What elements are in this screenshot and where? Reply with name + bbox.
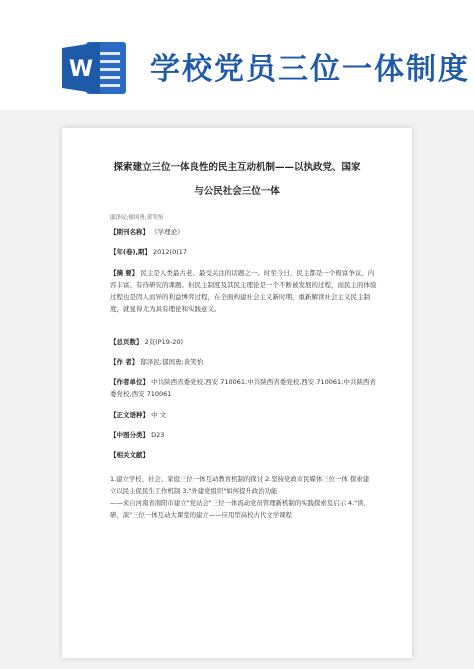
pages-value: 2页(P19-20) (144, 338, 184, 346)
word-app-icon (62, 40, 128, 96)
classification-field (110, 429, 378, 441)
unit-field (110, 376, 378, 400)
document-title (82, 156, 392, 204)
reference-item: ——来自河南省南阳市建立"党站会"三位一体流动党员管理新机制的实践探索及启示 4."读、研、演"三位一体互动大课堂的建立——应用型高校古代文学课程 (110, 499, 370, 519)
classification-label: 【中图分类】 (110, 431, 149, 439)
author-field (110, 356, 378, 368)
language-label: 【正文语种】 (110, 411, 149, 419)
refs-label: 【相关文献】 (110, 451, 149, 459)
language-value: 中 文 (151, 411, 167, 419)
pages-label: 【总页数】 (110, 338, 143, 346)
author-label: 【作 者】 (110, 358, 139, 366)
issue-value: 2012(0)17 (153, 248, 188, 256)
refs-heading (110, 449, 378, 461)
title-line-1: 探索建立三位一体良性的民主互动机制——以执政党、国家 (113, 162, 361, 173)
unit-label: 【作者单位】 (110, 378, 149, 386)
classification-value: D23 (151, 431, 165, 439)
title-line-2: 与公民社会三位一体 (194, 186, 280, 197)
unit-value: 中共陕西省委党校,西安 710061;中共陕西省委党校,西安 710061;中共陕西省委党校,西安 710061 (110, 378, 376, 398)
authors-line: 邸泽民;郁国勇;黄笑怡 (110, 215, 164, 221)
banner-title: 学校党员三位一体制度 (150, 52, 470, 87)
issue-field (110, 246, 378, 258)
pages-field (110, 336, 378, 348)
journal-field (110, 226, 378, 238)
journal-value: 《学理论》 (151, 228, 184, 236)
abstract-value: 民主是人类最古老、最受关注的话题之一。时至今日，民主都是一个极富争议、内容丰富、有待研究的课题。但民主制度及其民主理论是一个不断被发展的过程，而民主的体验过程也是因人而异的利益博弈过程，在全面构建社会主义新时期，重新解读社会主义民主制度，就显得尤为具有理论和实践意义。 (110, 269, 377, 313)
journal-label: 【期刊名称】 (110, 228, 149, 236)
issue-label: 【年(卷),期】 (110, 248, 151, 256)
reference-item: 1.建立学校、社会、家庭三位一体互动教育机制的探讨 2.坚持党政市民媒体三位一体 探索建立以民主促民生工作机制 3."外建党组织"如何提升政治功能 (110, 475, 370, 495)
author-value: 邸泽民;郁国勇;黄笑怡 (140, 358, 204, 366)
word-letter: W (68, 57, 94, 82)
related-references (110, 473, 372, 521)
abstract-label: 【摘 要】 (110, 269, 139, 277)
banner (0, 0, 474, 110)
document-page (62, 128, 412, 658)
abstract-field (110, 267, 378, 315)
language-field (110, 409, 378, 421)
